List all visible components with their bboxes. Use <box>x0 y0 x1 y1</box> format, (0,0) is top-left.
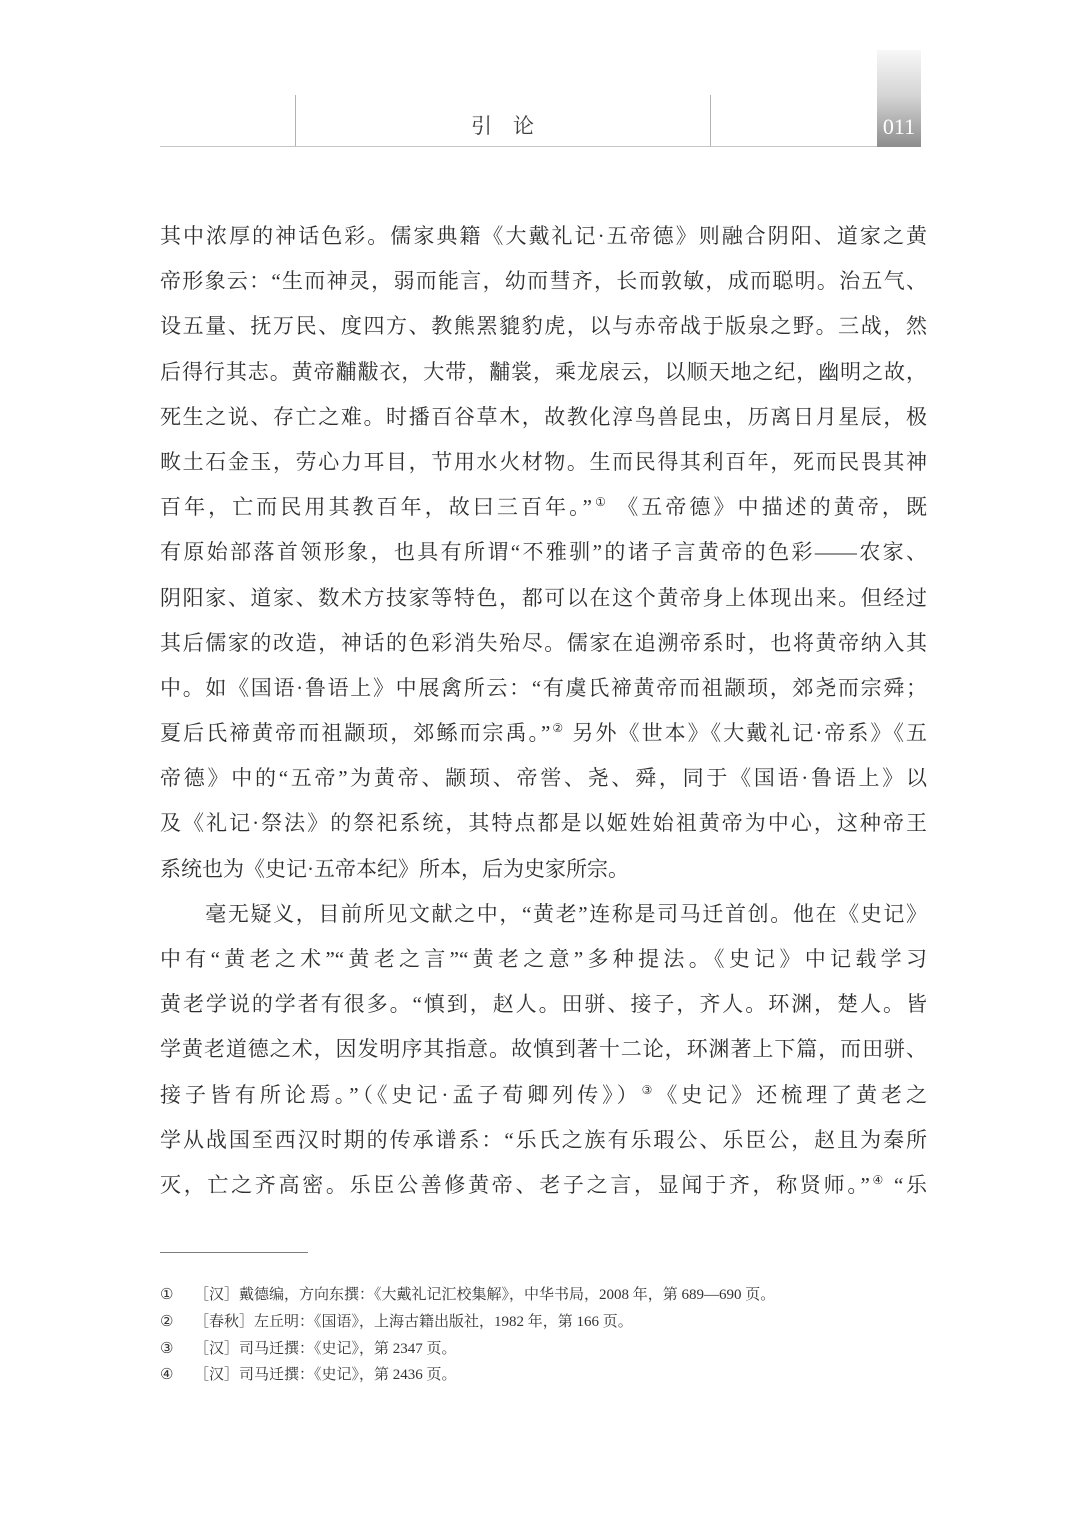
body-text-line <box>160 576 927 621</box>
body-text-line <box>160 666 927 711</box>
body-text-segment: 毫无疑义，目前所见文献之中，“黄老”连称是司马迁首创。他在《史记》 <box>160 901 927 926</box>
body-text-segment: 中。如《国语·鲁语上》中展禽所云：“有虞氏禘黄帝而祖颛顼，郊尧而宗舜； <box>160 675 927 700</box>
body-text-segment: 《五帝德》中描述的黄帝，既 <box>608 495 927 520</box>
body-text-segment: 畋土石金玉，劳心力耳目，节用水火材物。生而民得其利百年，死而民畏其神 <box>160 449 927 474</box>
header-rule <box>160 146 878 147</box>
body-text-segment: 夏后氏禘黄帝而祖颛顼，郊鲧而宗禹。” <box>160 721 551 746</box>
body-text-segment: 其后儒家的改造，神话的色彩消失殆尽。儒家在追溯帝系时，也将黄帝纳入其 <box>160 630 927 655</box>
body-text-segment: 另外《世本》《大戴礼记·帝系》《五 <box>565 721 927 746</box>
body-text-segment: 有原始部落首领形象，也具有所谓“不雅驯”的诸子言黄帝的色彩——农家、 <box>160 540 927 565</box>
body-text-line <box>160 982 927 1027</box>
body-text-segment: 接子皆有所论焉。”（《史记·孟子荀卿列传》） <box>160 1082 642 1107</box>
footnote-item <box>160 1282 935 1309</box>
footnote-item <box>160 1336 935 1363</box>
body-text-line <box>160 1118 927 1163</box>
body-text-segment: 及《礼记·祭法》的祭祀系统，其特点都是以姬姓始祖黄帝为中心，这种帝王 <box>160 811 927 836</box>
page-number: 011 <box>882 114 916 139</box>
body-text-line <box>160 395 927 440</box>
footnote-text: ［汉］戴德编，方向东撰：《大戴礼记汇校集解》，中华书局，2008 年，第 689—690 页。 <box>194 1287 776 1303</box>
body-text-line <box>160 304 927 349</box>
body-text-line <box>160 485 927 530</box>
footnote-item <box>160 1362 935 1389</box>
body-text-line <box>160 1163 927 1208</box>
footnote-text: ［春秋］左丘明：《国语》，上海古籍出版社，1982 年，第 166 页。 <box>194 1313 633 1330</box>
body-text-segment: 后得行其志。黄帝黼黻衣，大带，黼裳，乘龙扆云，以顺天地之纪，幽明之故， <box>160 359 927 384</box>
body-text-line <box>160 756 927 801</box>
body-text-line <box>160 711 927 756</box>
body-text-line <box>160 440 927 485</box>
body-text-line <box>160 801 927 846</box>
body-text-line <box>160 1073 927 1118</box>
body-text-line <box>160 259 927 304</box>
running-title: 引 论 <box>471 114 534 138</box>
footnote-text: ［汉］司马迁撰：《史记》，第 2347 页。 <box>194 1340 457 1357</box>
body-text-segment: 黄老学说的学者有很多。“慎到，赵人。田骈、接子，齐人。环渊，楚人。皆 <box>160 992 927 1017</box>
footnote-ref: ③ <box>641 1082 657 1097</box>
footnote-marker: ④ <box>160 1367 174 1384</box>
body-text-segment: 百年，亡而民用其教百年，故曰三百年。” <box>160 495 592 520</box>
body-text-segment: 学从战国至西汉时期的传承谱系：“乐氏之族有乐瑕公、乐臣公，赵且为秦所 <box>160 1127 927 1152</box>
footnote-marker: ③ <box>160 1340 174 1357</box>
footnote-marker: ② <box>160 1313 174 1330</box>
body-text <box>160 214 927 1208</box>
body-text-line <box>160 1027 927 1072</box>
body-text-segment: 阴阳家、道家、数术方技家等特色，都可以在这个黄帝身上体现出来。但经过 <box>160 585 927 610</box>
header-tick-right <box>710 95 711 146</box>
body-text-segment: 其中浓厚的神话色彩。儒家典籍《大戴礼记·五帝德》则融合阴阳、道家之黄 <box>160 224 927 248</box>
body-text-segment: 中有“黄老之术”“黄老之言”“黄老之意”多种提法。《史记》中记载学习 <box>160 947 927 971</box>
footnote-rule <box>160 1252 308 1253</box>
body-text-segment: 帝形象云：“生而神灵，弱而能言，幼而彗齐，长而敦敏，成而聪明。治五气、 <box>160 269 927 294</box>
body-text-line <box>160 937 927 982</box>
footnote-marker: ① <box>160 1287 174 1303</box>
body-text-segment: 《史记》还梳理了黄老之 <box>656 1082 928 1107</box>
body-text-line <box>160 847 927 892</box>
footnote-ref: ① <box>592 495 609 510</box>
body-text-line <box>160 892 927 937</box>
footnote-item <box>160 1309 935 1336</box>
body-text-segment: 学黄老道德之术，因发明序其指意。故慎到著十二论，环渊著上下篇，而田骈、 <box>160 1037 927 1062</box>
footnote-ref: ④ <box>869 1172 887 1187</box>
body-text-segment: 设五量、抚万民、度四方、教熊罴貔豹虎，以与赤帝战于版泉之野。三战，然 <box>160 314 927 339</box>
body-text-line <box>160 621 927 666</box>
footnotes <box>160 1282 935 1389</box>
body-text-line <box>160 214 927 259</box>
body-text-segment: 帝德》中的“五帝”为黄帝、颛顼、帝喾、尧、舜，同于《国语·鲁语上》以 <box>160 766 927 791</box>
body-text-segment: “乐 <box>886 1172 927 1197</box>
body-text-line <box>160 530 927 575</box>
body-text-segment: 灭，亡之齐高密。乐臣公善修黄帝、老子之言，显闻于齐，称贤师。” <box>160 1172 870 1197</box>
body-text-segment: 死生之说、存亡之难。时播百谷草木，故教化淳鸟兽昆虫，历离日月星辰，极 <box>160 404 927 429</box>
page-number-box <box>877 50 921 147</box>
footnote-ref: ② <box>550 721 566 736</box>
footnote-text: ［汉］司马迁撰：《史记》，第 2436 页。 <box>194 1367 457 1384</box>
body-text-line <box>160 350 927 395</box>
body-text-segment: 系统也为《史记·五帝本纪》所本，后为史家所宗。 <box>160 856 629 881</box>
